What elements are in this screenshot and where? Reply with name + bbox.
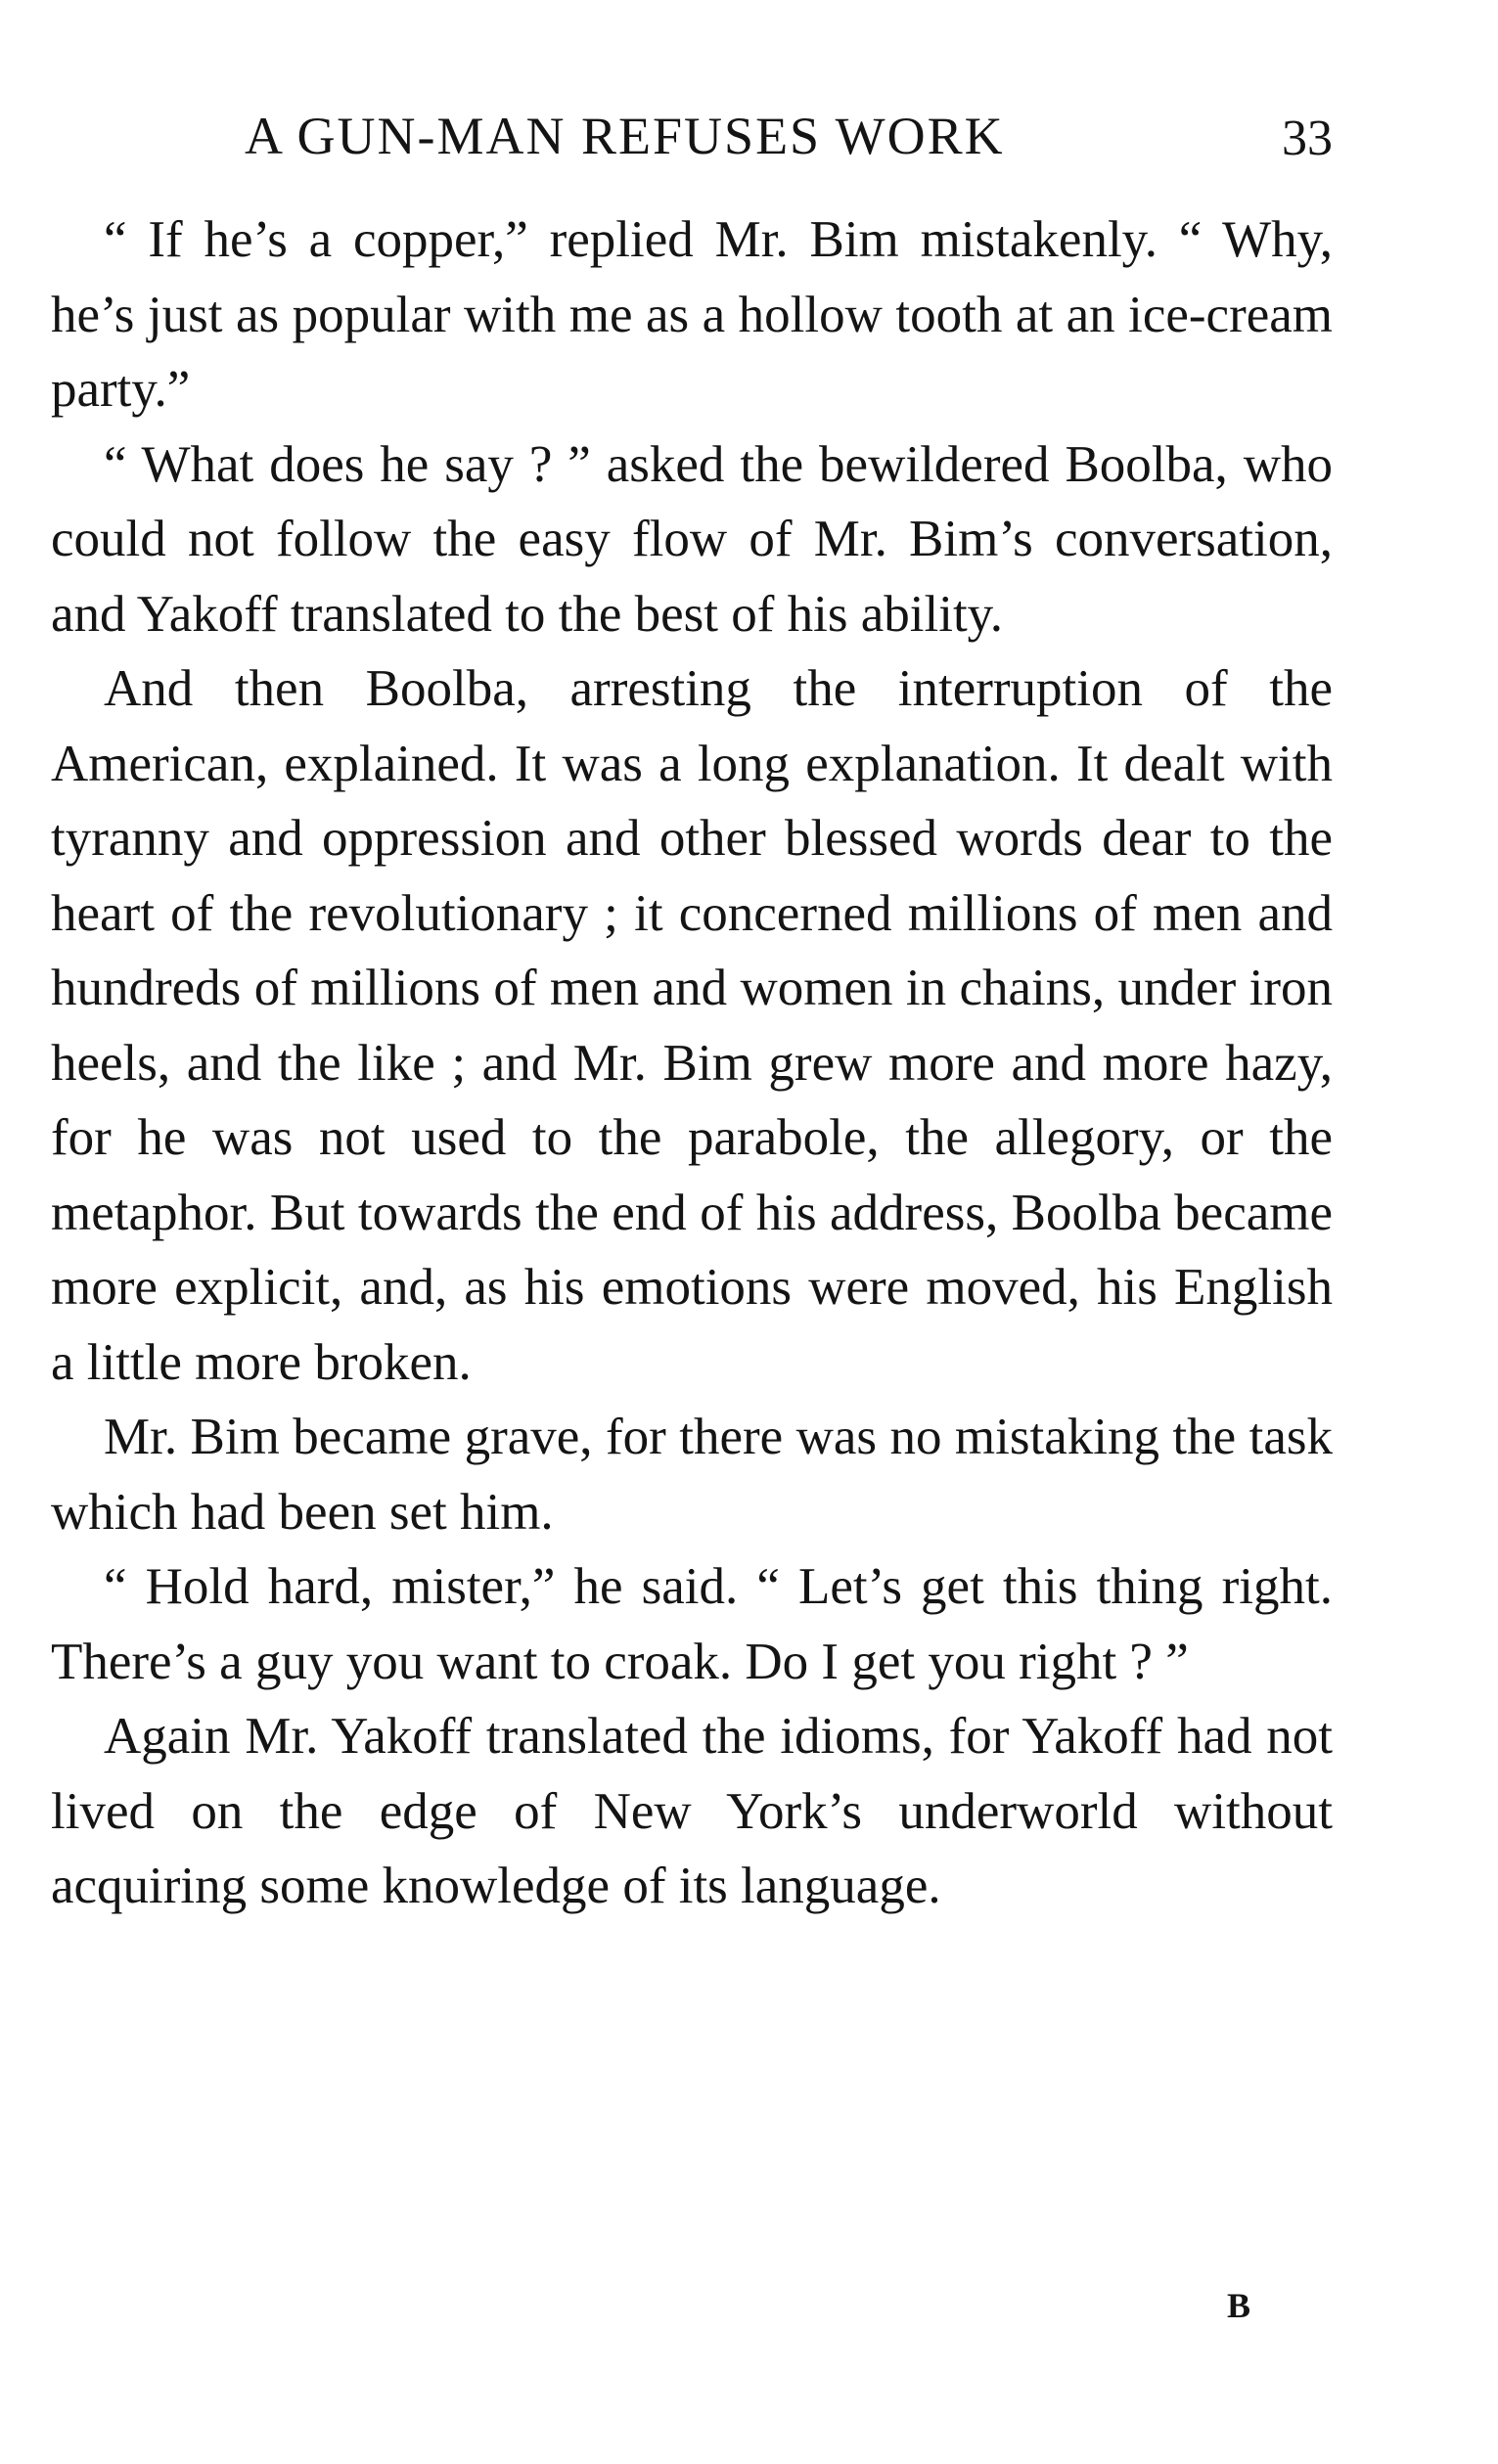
signature-mark: B [1227,2286,1252,2325]
running-title: A GUN-MAN REFUSES WORK [245,107,1005,165]
paragraph: And then Boolba, arresting the interruption of the American, explained. It was a long explanation. It dealt with tyranny and oppression and other blessed words dear to the heart of the revolutionary ; it concerned millions of men and hundreds of millions of men and women in chains, under iron heels, and the like ; and Mr. Bim grew more and more hazy, for he was not used to the parabole, the allegory, or the metaphor. But towards the end of his address, Boolba became more explicit, and, as his emotions were moved, his English a little more broken. [51,660,1333,1391]
running-head [51,106,1333,174]
page-number: 33 [1282,111,1333,166]
paragraph: Mr. Bim became grave, for there was no mistaking the task which had been set him. [51,1409,1333,1541]
paragraph: Again Mr. Yakoff translated the idioms, for Yakoff had not lived on the edge of New York’s underworld without acquiring some knowledge of its language. [51,1708,1333,1914]
paragraph: “ If he’s a copper,” replied Mr. Bim mistakenly. “ Why, he’s just as popular with me as a hollow tooth at an ice-cream party.” [51,211,1333,418]
paragraph: “ What does he say ? ” asked the bewildered Boolba, who could not follow the easy flow of Mr. Bim’s conversation, and Yakoff translated to the best of his ability. [51,435,1333,643]
body-text [51,202,1333,1924]
paragraph: “ Hold hard, mister,” he said. “ Let’s get this thing right. There’s a guy you want to croak. Do I get you right ? ” [51,1558,1333,1690]
